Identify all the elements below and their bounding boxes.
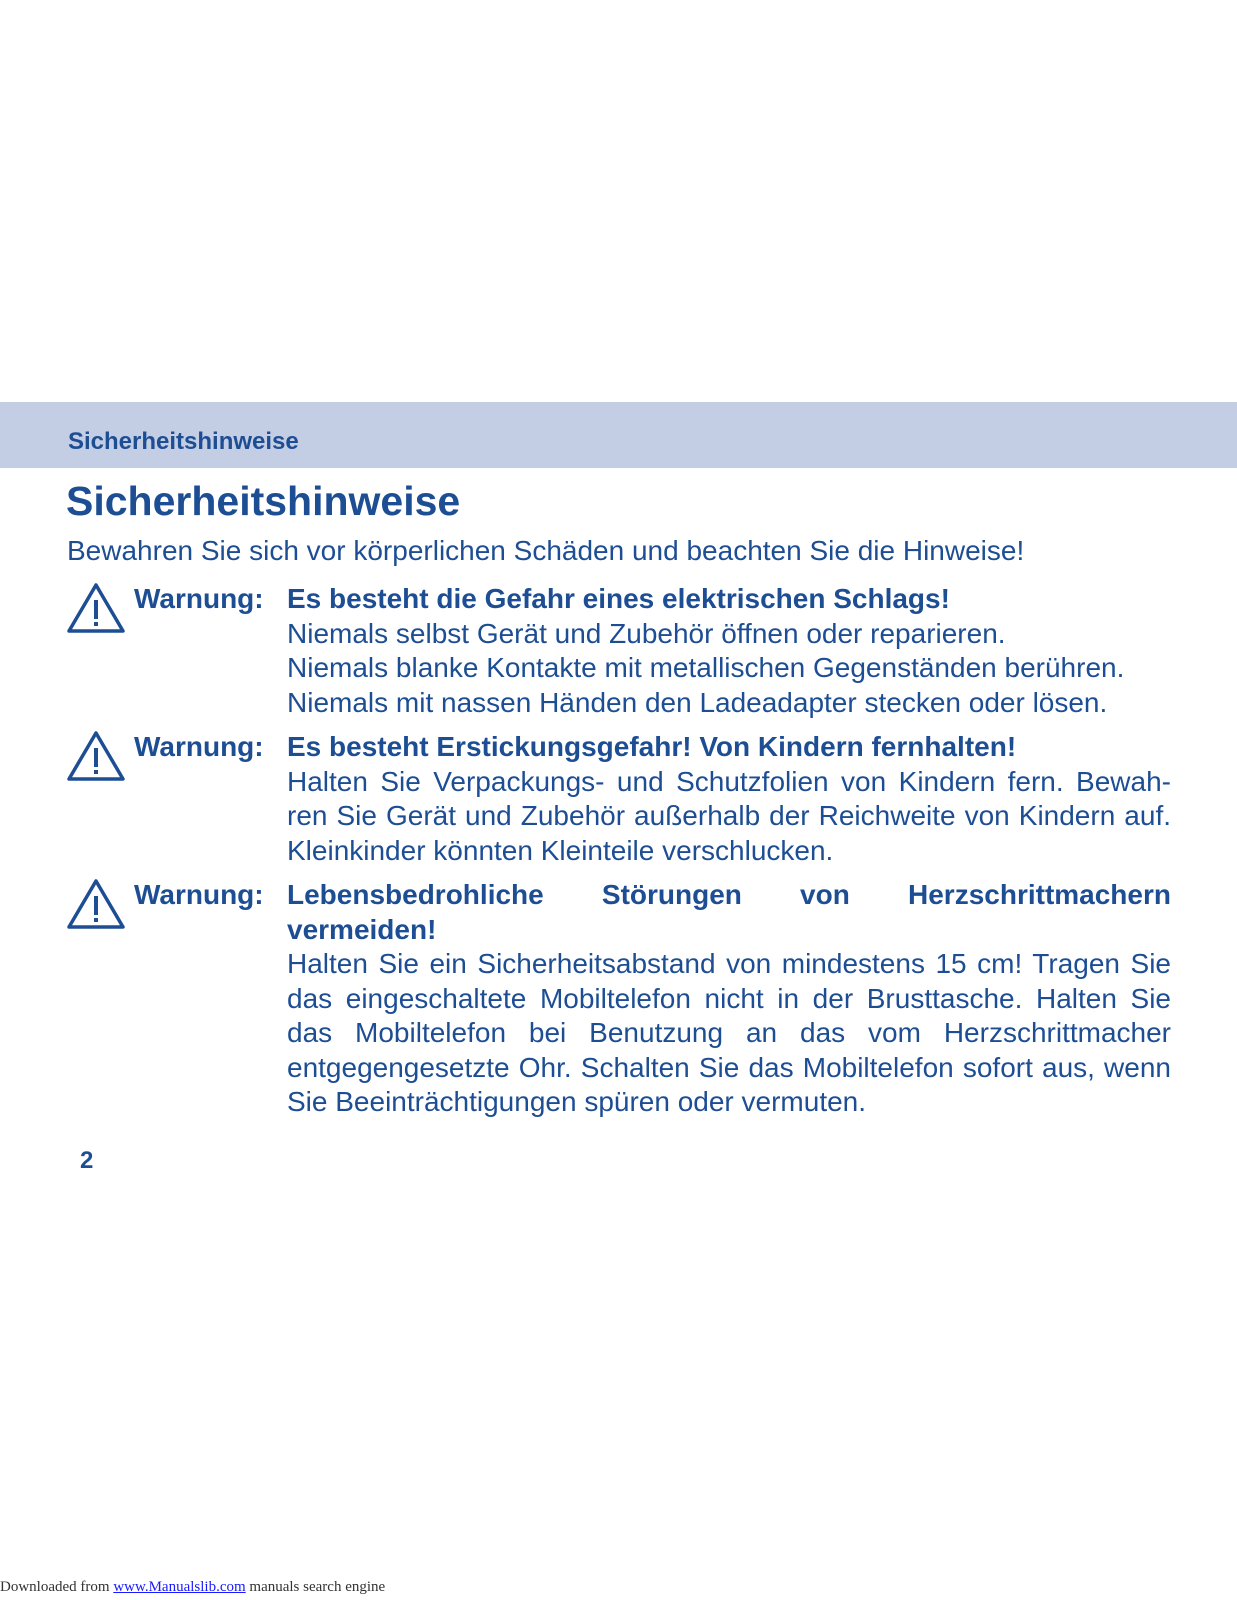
warning-triangle-icon <box>66 730 126 782</box>
warning-line: Niemals blanke Kontakte mit metallischen Gegenständen berühren. <box>287 652 1125 683</box>
footer-suffix: manuals search engine <box>245 1579 386 1595</box>
warning-label: Warnung: <box>134 583 264 614</box>
warning-headline: Lebensbedrohliche Störungen von Herzschrittmachern vermeiden! <box>287 879 1171 945</box>
intro-text: Bewahren Sie sich vor körperlichen Schäden und beachten Sie die Hinweise! <box>67 535 1025 566</box>
footer-prefix: Downloaded from <box>0 1579 114 1595</box>
warning-line: Niemals selbst Gerät und Zubehör öffnen oder reparieren. <box>287 617 1006 649</box>
warning-label: Warnung: <box>134 879 264 910</box>
warning-text: Halten Sie ein Sicherheitsabstand von mindestens 15 cm! Tragen Sie das eingeschaltete Mobiltelefon nicht in der Brusttasche. Halten Sie das Mobiltelefon bei Benutzung an das vom Herzschrittmacher entgegengesetzte Ohr. Schalten Sie das Mobiltelefon sofort aus, wenn Sie Beeinträchtigungen spüren oder vermuten. <box>287 948 1171 1117</box>
warning-line: Niemals mit nassen Händen den Ladeadapter stecken oder lösen. <box>287 686 1108 718</box>
warning-triangle-icon <box>66 878 126 930</box>
warning-body <box>287 730 1171 868</box>
warning-text: Halten Sie Verpackungs- und Schutzfolien von Kindern fern. Bewah-ren Sie Gerät und Zubehör außerhalb der Reichweite von Kindern auf. Kleinkinder könnten Kleinteile verschlucken. <box>287 765 1171 866</box>
download-footer <box>0 1578 385 1596</box>
warning-body <box>287 582 1171 720</box>
warning-triangle-icon <box>66 582 126 634</box>
warning-headline: Es besteht Erstickungsgefahr! Von Kindern fernhalten! <box>287 731 1017 762</box>
warning-body <box>287 878 1171 1120</box>
section-header-label: Sicherheitshinweise <box>68 428 299 455</box>
manualslib-link[interactable]: www.Manualslib.com <box>113 1579 246 1595</box>
page-title: Sicherheitshinweise <box>66 478 461 524</box>
warning-label: Warnung: <box>134 731 264 762</box>
warning-headline: Es besteht die Gefahr eines elektrischen Schlags! <box>287 583 950 614</box>
page-number: 2 <box>80 1147 94 1174</box>
